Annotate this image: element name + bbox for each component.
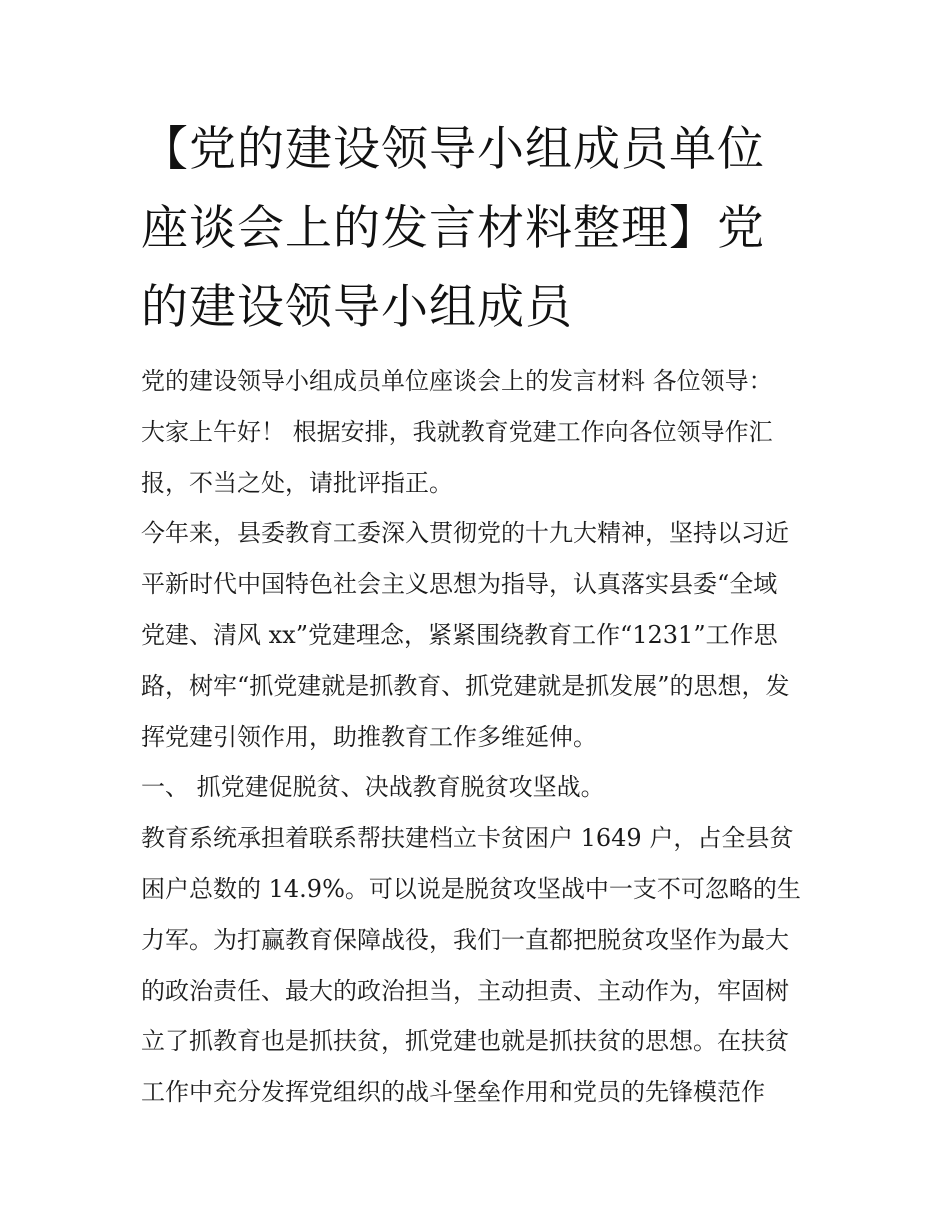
- body-line: 今年来，县委教育工委深入贯彻党的十九大精神，坚持以习近: [141, 519, 789, 548]
- body-line: 工作中充分发挥党组织的战斗堡垒作用和党员的先锋模范作: [141, 1078, 765, 1107]
- title-line: 座谈会上的发言材料整理】党: [141, 201, 765, 256]
- body-line: 力军。为打赢教育保障战役，我们一直都把脱贫攻坚作为最大: [141, 925, 789, 954]
- title-line: 【党的建设领导小组成员单位: [141, 122, 765, 177]
- body-line: 教育系统承担着联系帮扶建档立卡贫困户 1649 户，占全县贫: [141, 824, 794, 853]
- body-line: 的政治责任、最大的政治担当，主动担责、主动作为，牢固树: [141, 976, 789, 1005]
- body-line: 路，树牢“抓党建就是抓教育、抓党建就是抓发展”的思想，发: [141, 671, 790, 700]
- body-line: 大家上午好！ 根据安排，我就教育党建工作向各位领导作汇: [141, 417, 773, 446]
- section-heading: 一、 抓党建促脱贫、决战教育脱贫攻坚战。: [141, 773, 605, 802]
- body-line: 挥党建引领作用，助推教育工作多维延伸。: [141, 722, 597, 751]
- body-line: 平新时代中国特色社会主义思想为指导，认真落实县委“全域: [141, 570, 778, 599]
- body-line: 报，不当之处，请批评指正。: [141, 468, 453, 497]
- title-line: 的建设领导小组成员: [141, 280, 573, 335]
- document-body: [141, 356, 831, 1118]
- body-line: 党建、清风 xx”党建理念，紧紧围绕教育工作“1231”工作思: [141, 620, 778, 649]
- body-line: 党的建设领导小组成员单位座谈会上的发言材料 各位领导：: [141, 367, 773, 395]
- body-line: 立了抓教育也是抓扶贫，抓党建也就是抓扶贫的思想。在扶贫: [141, 1027, 789, 1056]
- document-title: [141, 110, 821, 347]
- body-line: 困户总数的 14.9%。可以说是脱贫攻坚战中一支不可忽略的生: [141, 874, 801, 903]
